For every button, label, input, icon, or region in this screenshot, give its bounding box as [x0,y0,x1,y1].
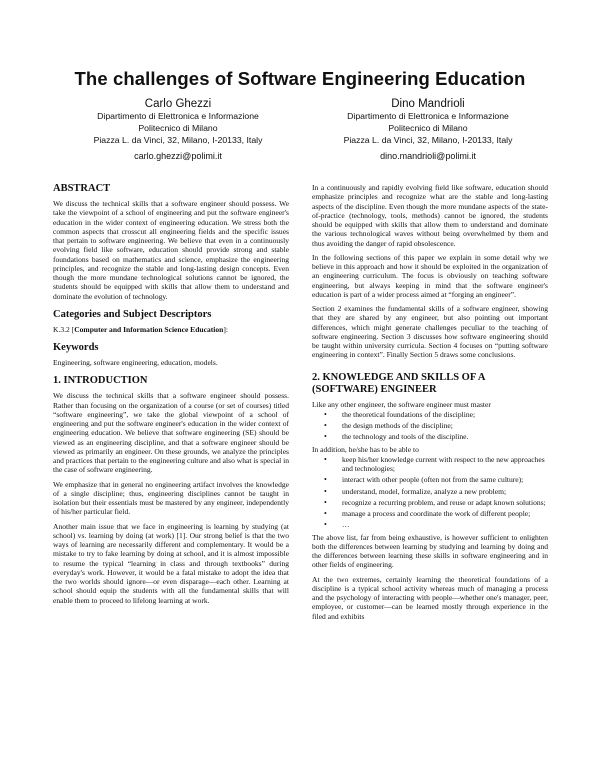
skills-list-2 [312,455,548,530]
list-item: • manage a process and coordinate the work of different people; [342,509,548,518]
categories-text [53,325,289,334]
abstract-heading: ABSTRACT [53,183,111,194]
author-block-1 [53,97,303,163]
author-affiliation: Dipartimento di Elettronica e Informazione [347,111,509,121]
section2-paragraph-1: The above list, far from being exhaustive, is however sufficient to enlighten both the differences between learning by studying and learning by doing and the differences between learning these skills in software engineering and in other fields of engineering. [312,532,548,570]
abstract-text: We discuss the technical skills that a software engineer should possess. We take the viewpoint of a school of engineering and put the software engineer's education in the wider context of engineering education. We stress both the common aspects that crosscut all engineering fields and the specific issues that pertain to software engineering. We believe that even in a continuously evolving field like software, education should provide strong and stable foundations based on mathematics and science, emphasize the engineering principles, and recognize the stable and long-lasting design concepts. Even though the more mundane technological solutions cannot be ignored, the students should be equipped with skills that allow them to understand and dominate the evolution of technology. [53,199,289,301]
list-item: • the technology and tools of the discipline. [342,432,548,441]
author-institution: Politecnico di Milano [138,122,218,133]
list-item: • … [342,520,548,529]
keywords-text: Engineering, software engineering, education, models. [53,358,218,367]
list-item: • keep his/her knowledge current with respect to the new approaches and technologies; [342,455,548,474]
category-close: ]: [223,324,228,334]
skills-list-1 [312,410,548,442]
paper-title: The challenges of Software Engineering Education [74,68,526,89]
list-item: • the theoretical foundations of the discipline; [342,410,548,419]
category-code: K.3.2 [53,324,70,334]
list-item: • the design methods of the discipline; [342,421,548,430]
author-affiliation: Dipartimento di Elettronica e Informazione [97,111,259,121]
author-block-2 [303,97,553,163]
introduction-heading: 1. INTRODUCTION [53,375,148,387]
author-name: Dino Mandrioli [391,98,465,110]
keywords-heading: Keywords [53,342,99,353]
categories-heading: Categories and Subject Descriptors [53,308,212,320]
list-item: • recognize a recurring problem, and reuse or adapt known solutions; [342,498,548,507]
section2-heading-line2: (SOFTWARE) ENGINEER [312,383,437,395]
section2-heading-line1: 2. KNOWLEDGE AND SKILLS OF A [312,371,486,383]
intro-paragraph-5: In the following sections of this paper we explain in some detail why we believe in this approach and how it should be exploited in the organization of an engineering curriculum. The focus is obviously on teaching software engineering, but always keeping in mind that the software engineer's education is part of a wider process aimed at “forging an engineer”. [312,252,548,299]
author-email: carlo.ghezzi@polimi.it [134,151,222,162]
author-name: Carlo Ghezzi [144,98,212,110]
author-email: dino.mandrioli@polimi.it [380,151,476,162]
author-institution: Politecnico di Milano [388,122,468,133]
intro-paragraph-6: Section 2 examines the fundamental skills of a software engineer, showing that they are shared by any engineer, but also pointing out important differences, which might generate challenges peculiar to the teaching of software engineering. Section 3 discusses how software engineering should be taught within university curricula. Section 4 focuses on “putting software engineering in context”. Finally Section 5 draws some conclusions. [312,304,548,360]
section2-lead: Like any other engineer, the software engineer must master [312,399,491,409]
section2-paragraph-2: At the two extremes, certainly learning the theoretical foundations of a discipline is a typical school activity whereas much of managing a process and the psychology of interacting with people—whether one's manager, peer, employee, or customer—can be learned mostly through experience in the filed and exhibits [312,574,548,621]
intro-paragraph-2: We emphasize that in general no engineering artifact involves the knowledge of a single discipline; thus, engineering disciplines cannot be taught in isolation but their essentials must be mastered by any engineer, independently of his/her particular field. [53,479,289,517]
list-item: • understand, model, formalize, analyze a new problem; [342,487,548,496]
intro-paragraph-4: In a continuously and rapidly evolving field like software, education should emphasize principles and recognize what are the stable and long-lasting aspects of the discipline. Even though the more mundane aspects of the state-of-practice (technology, tools, methods) cannot be ignored, the students should be equipped with skills that allow them to understand and dominate the various technological waves without being overwhelmed by them and thus avoiding the danger of rapid obsolescence. [312,183,548,248]
right-column [312,183,548,626]
intro-paragraph-3: Another main issue that we face in engineering is learning by studying (at school) vs. learning by doing (at work) [1]. Our strong belief is that the two ways of learning are necessarily different and complementary. It would be a mistake to try to fake learning by doing at school, and it is almost impossible to resume the typical “learning in class and through textbooks” during everyday's work. However, it would be a fatal mistake to adopt the idea that the two worlds should ignore—or even disparage—each other. Learning at school should equip the students with all the fundamental skills that will enable them to proceed to lifelong learning at work. [53,521,289,605]
category-open: [ [71,324,75,334]
section2-heading [312,372,548,396]
list-item: • interact with other people (often not from the same culture); [342,475,548,484]
intro-paragraph-1: We discuss the technical skills that a software engineer should possess. Rather than focusing on the organization of a course (or set of courses) titled “software engineering”, we take the global viewpoint of a school of engineering and put the software engineer's education in the wider context of engineering education. We believe that software engineering (SE) should be viewed as an engineering discipline, and that a software engineer should be viewed as primarily an engineer. On these grounds, we analyze the principles and practices that pertain to the engineering culture and also what is special in the case of software engineering. [53,391,289,475]
section2-addition: In addition, he/she has to be able to [312,444,419,454]
author-address: Piazza L. da Vinci, 32, Milano, I-20133, Italy [93,134,263,145]
left-column [53,183,289,610]
category-name: Computer and Information Science Education [74,324,224,334]
author-address: Piazza L. da Vinci, 32, Milano, I-20133, Italy [343,134,513,145]
